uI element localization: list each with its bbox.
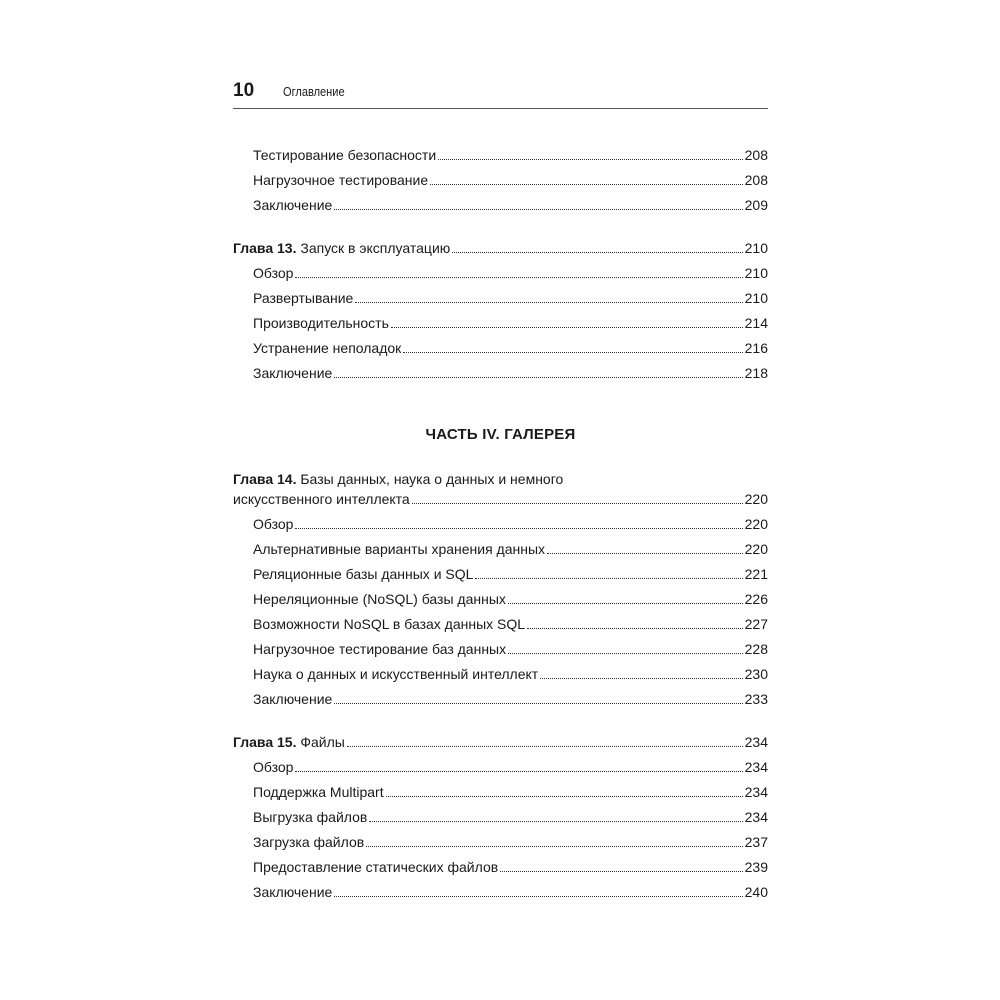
toc-page — [233, 80, 768, 901]
leader-dots — [295, 527, 742, 529]
toc-entry-title: Обзор — [253, 265, 294, 281]
toc-entry-page: 210 — [744, 265, 768, 281]
toc-entry[interactable] — [233, 876, 768, 901]
toc-entry-title: Возможности NoSQL в базах данных SQL — [253, 616, 526, 632]
toc-entry-title: Предоставление статических файлов — [253, 859, 499, 875]
toc-entry-title: Тестирование безопасности — [253, 147, 437, 163]
toc-entry-page: 220 — [744, 541, 768, 557]
toc-entry-page: 214 — [744, 315, 768, 331]
toc-section-continued — [233, 139, 768, 214]
toc-entry-page: 227 — [744, 616, 768, 632]
chapter-label: Глава 15. — [233, 734, 297, 750]
toc-entry[interactable] — [233, 307, 768, 332]
toc-entry[interactable] — [233, 776, 768, 801]
toc-entry-title: Развертывание — [253, 290, 354, 306]
toc-entry-title: Заключение — [253, 884, 333, 900]
toc-entry[interactable] — [233, 282, 768, 307]
leader-dots — [508, 652, 743, 654]
part-title: ЧАСТЬ IV. ГАЛЕРЕЯ — [425, 426, 576, 443]
toc-entry-title: Нереляционные (NoSQL) базы данных — [253, 591, 506, 607]
toc-entry-title: Заключение — [253, 197, 333, 213]
leader-dots — [547, 552, 743, 554]
chapter-title — [233, 240, 450, 257]
toc-entry[interactable] — [233, 608, 768, 633]
toc-entry-page: 233 — [744, 691, 768, 707]
toc-entry[interactable] — [233, 683, 768, 708]
leader-dots — [295, 276, 742, 278]
chapter-title — [233, 734, 345, 751]
toc-entry[interactable] — [233, 533, 768, 558]
leader-dots — [391, 326, 743, 328]
toc-entry-page: 218 — [744, 365, 768, 381]
toc-entry[interactable] — [233, 257, 768, 282]
leader-dots — [452, 251, 742, 253]
toc-entry-page: 221 — [744, 566, 768, 582]
toc-entry-page: 237 — [744, 834, 768, 850]
leader-dots — [540, 677, 742, 679]
toc-entry-page: 230 — [744, 666, 768, 682]
toc-entry-page: 234 — [744, 759, 768, 775]
toc-entry-title: Обзор — [253, 759, 294, 775]
toc-entry[interactable] — [233, 851, 768, 876]
toc-entry[interactable] — [233, 751, 768, 776]
toc-entry-page: 228 — [744, 641, 768, 657]
leader-dots — [412, 502, 743, 504]
toc-entry-title: Заключение — [253, 691, 333, 707]
leader-dots — [334, 208, 742, 210]
leader-dots — [355, 301, 742, 303]
running-head — [233, 80, 768, 109]
toc-entry-title: Производительность — [253, 315, 389, 331]
chapter-name-continued: искусственного интеллекта — [233, 491, 410, 507]
chapter-page: 210 — [744, 240, 768, 256]
page-number: 10 — [233, 80, 255, 101]
toc-entry-title: Устранение неполадок — [253, 340, 402, 356]
toc-entry-page: 234 — [744, 784, 768, 800]
leader-dots — [430, 183, 743, 185]
toc-entry[interactable] — [233, 801, 768, 826]
leader-dots — [508, 602, 743, 604]
leader-dots — [369, 820, 742, 822]
leader-dots — [438, 158, 742, 160]
leader-dots — [386, 795, 743, 797]
toc-entry[interactable] — [233, 139, 768, 164]
chapter-label: Глава 13. — [233, 240, 297, 256]
chapter-page: 220 — [744, 491, 768, 507]
toc-entry-page: 234 — [744, 809, 768, 825]
toc-entry-page: 209 — [744, 197, 768, 213]
toc-entry[interactable] — [233, 826, 768, 851]
toc-entry-page: 208 — [744, 147, 768, 163]
toc-entry[interactable] — [233, 558, 768, 583]
section-name: Оглавление — [283, 84, 345, 99]
toc-entry[interactable] — [233, 332, 768, 357]
chapter-name: Базы данных, наука о данных и немного — [296, 471, 564, 487]
toc-entry-title: Нагрузочное тестирование баз данных — [253, 641, 507, 657]
toc-entry[interactable] — [233, 583, 768, 608]
toc-entry[interactable] — [233, 508, 768, 533]
toc-entry-title: Наука о данных и искусственный интеллект — [253, 666, 539, 682]
toc-entry-title: Загрузка файлов — [253, 834, 365, 850]
chapter-heading[interactable] — [233, 232, 768, 257]
leader-dots — [347, 745, 743, 747]
leader-dots — [403, 351, 742, 353]
toc-entry-page: 220 — [744, 516, 768, 532]
chapter-15 — [233, 726, 768, 901]
leader-dots — [475, 577, 742, 579]
toc-entry-page: 210 — [744, 290, 768, 306]
toc-entry[interactable] — [233, 357, 768, 382]
toc-entry-title: Выгрузка файлов — [253, 809, 368, 825]
leader-dots — [527, 627, 743, 629]
toc-entry-page: 239 — [744, 859, 768, 875]
toc-entry-title: Реляционные базы данных и SQL — [253, 566, 474, 582]
chapter-heading-line1[interactable] — [233, 471, 768, 488]
chapter-14 — [233, 471, 768, 708]
toc-entry[interactable] — [233, 658, 768, 683]
chapter-label: Глава 14. — [233, 471, 297, 487]
toc-entry-title: Альтернативные варианты хранения данных — [253, 541, 546, 557]
leader-dots — [500, 870, 742, 872]
toc-entry-page: 216 — [744, 340, 768, 356]
toc-entry-page: 226 — [744, 591, 768, 607]
toc-entry-page: 240 — [744, 884, 768, 900]
chapter-name: Файлы — [296, 734, 345, 750]
toc-entry[interactable] — [233, 633, 768, 658]
leader-dots — [366, 845, 742, 847]
leader-dots — [334, 895, 742, 897]
leader-dots — [334, 376, 742, 378]
toc-entry[interactable] — [233, 164, 768, 189]
toc-entry-title: Заключение — [253, 365, 333, 381]
toc-entry[interactable] — [233, 189, 768, 214]
chapter-heading-line2[interactable] — [233, 488, 768, 508]
toc-entry-title: Поддержка Multipart — [253, 784, 384, 800]
chapter-13 — [233, 232, 768, 382]
leader-dots — [334, 702, 742, 704]
toc-entry-title: Нагрузочное тестирование — [253, 172, 429, 188]
chapter-heading[interactable] — [233, 726, 768, 751]
toc-entry-title: Обзор — [253, 516, 294, 532]
chapter-name: Запуск в эксплуатацию — [296, 240, 451, 256]
chapter-page: 234 — [744, 734, 768, 750]
leader-dots — [295, 770, 742, 772]
toc-entry-page: 208 — [744, 172, 768, 188]
